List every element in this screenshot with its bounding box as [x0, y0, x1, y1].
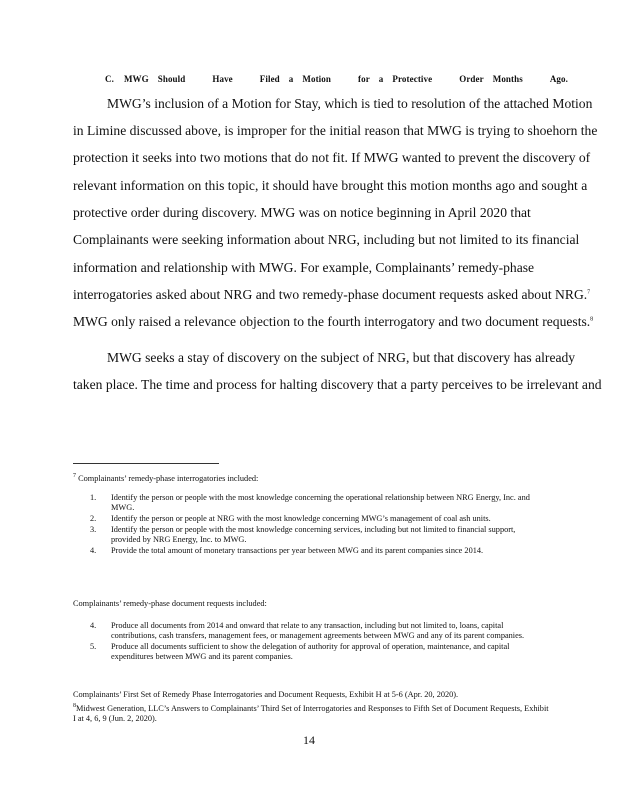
heading-word: MWG — [123, 74, 149, 84]
footnote-mark: 8 — [73, 703, 76, 709]
body-line — [73, 287, 590, 303]
list-text: Identify the person or people with the most knowledge concerning the operational relationship between NRG Energy, Inc. and MWG. — [111, 493, 530, 512]
list-text: Identify the person or people at NRG with the most knowledge concerning MWG’s management of coal ash units. — [111, 514, 491, 523]
list-text: Identify the person or people with the most knowledge concerning services, including but not limited to financial support, provided by NRG Energy, Inc. to MWG. — [111, 525, 516, 544]
heading-letter: C. — [105, 74, 114, 84]
list-item — [73, 621, 543, 641]
footnote-8 — [73, 701, 553, 724]
heading-word: Have — [212, 74, 233, 84]
list-item — [73, 525, 543, 545]
body-line: protective order during discovery. MWG was on notice beginning in April 2020 that — [73, 205, 531, 220]
heading-word: a — [378, 74, 384, 84]
footnote-mark: 7 — [73, 473, 76, 479]
list-text: Produce all documents from 2014 and onward that relate to any transaction, including but not limited to, loans, capital contributions, cash transfers, management fees, or management agreements between MWG and any of its parent companies. — [111, 621, 525, 640]
body-line: protection it seeks into two motions that do not fit. If MWG wanted to prevent the discovery of — [73, 150, 591, 165]
footnote-mark[interactable]: 7 — [587, 289, 591, 296]
list-number: 2. — [90, 514, 97, 523]
heading-word: Order — [459, 74, 484, 84]
body-line-text: MWG only raised a relevance objection to the fourth interrogatory and two document requests. — [73, 314, 591, 329]
heading-word: Should — [157, 74, 186, 84]
list-text: Produce all documents sufficient to show the delegation of authority for approval of operation, maintenance, and capital expenditures between MWG and its parent companies. — [111, 642, 510, 661]
footnote-text: Complainants’ remedy-phase interrogatories included: — [78, 473, 259, 483]
heading-word: Filed — [259, 74, 280, 84]
list-item — [73, 493, 543, 513]
body-line: relevant information on this topic, it should have brought this motion months ago and sought a — [73, 178, 588, 193]
footnote-text: Midwest Generation, LLC’s Answers to Complainants’ Third Set of Interrogatories and Responses to Fifth Set of Document Requests, Exhibit I at 4, 6, 9 (Jun. 2, 2020). — [73, 703, 549, 723]
list-item — [73, 546, 543, 556]
section-heading — [105, 74, 595, 84]
body-line-text: interrogatories asked about NRG and two remedy-phase document requests asked about NRG. — [73, 287, 588, 302]
list-item — [73, 514, 543, 524]
body-line: Complainants were seeking information about NRG, including but not limited to its financial — [73, 232, 580, 247]
list-text: Provide the total amount of monetary transactions per year between MWG and its parent companies since 2014. — [111, 546, 484, 555]
footnote-mark[interactable]: 8 — [590, 316, 594, 323]
heading-word: Ago. — [549, 74, 568, 84]
interrogatory-list — [73, 493, 543, 557]
page-number: 14 — [303, 733, 315, 747]
list-item — [73, 642, 543, 662]
list-number: 3. — [90, 525, 97, 534]
body-line: information and relationship with MWG. For example, Complainants’ remedy-phase — [73, 260, 535, 275]
heading-word: Motion — [302, 74, 331, 84]
list-number: 5. — [90, 642, 97, 651]
heading-word: a — [288, 74, 294, 84]
body-line: in Limine discussed above, is improper for the initial reason that MWG is trying to shoehorn the — [73, 123, 598, 138]
list-number: 4. — [90, 546, 97, 555]
list-number: 4. — [90, 621, 97, 630]
footnote-7-intro-2: Complainants’ remedy-phase document requests included: — [73, 599, 267, 608]
heading-word: Months — [492, 74, 523, 84]
heading-word: for — [358, 74, 370, 84]
footnote-7-citation: Complainants’ First Set of Remedy Phase Interrogatories and Document Requests, Exhibit H at 5-6 (Apr. 20, 2020). — [73, 690, 459, 699]
footnote-divider — [73, 463, 219, 464]
heading-word: Protective — [392, 74, 433, 84]
body-line: MWG’s inclusion of a Motion for Stay, which is tied to resolution of the attached Motion — [107, 96, 593, 111]
body-line: MWG seeks a stay of discovery on the subject of NRG, but that discovery has already — [107, 350, 576, 365]
body-line — [73, 314, 593, 330]
footnote-7-intro — [73, 471, 543, 484]
body-line: taken place. The time and process for halting discovery that a party perceives to be irrelevant and — [73, 377, 602, 392]
document-request-list — [73, 621, 543, 663]
list-number: 1. — [90, 493, 97, 502]
